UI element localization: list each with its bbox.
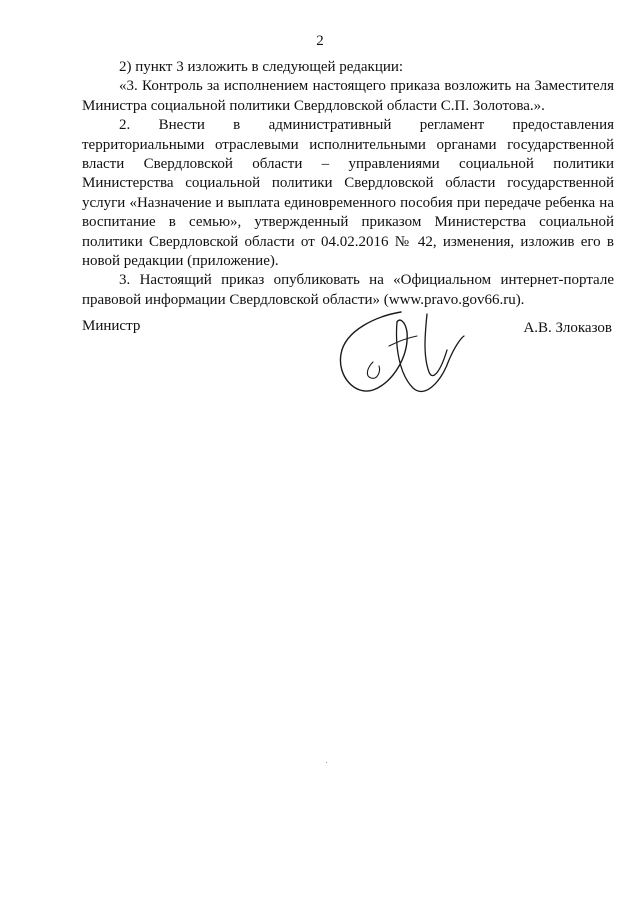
paragraph-amendment-intro: 2) пункт 3 изложить в следующей редакции:: [119, 59, 404, 75]
paragraph-regulation-changes: 2. Внести в административный регламент предоставления территориальными отраслевыми исполнительными органами государственной власти Свердловской области – управлениями социальной политики Министерства социальной политики Свердловской области государственной услуги «Назначение и выплата единовременного пособия при передаче ребенка на воспитание в семью», утвержденный приказом Министерства социальной политики Свердловской области от 04.02.2016 № 42, изменения, изложив его в новой редакции (приложение).: [82, 117, 614, 270]
paragraph-amendment-text: «3. Контроль за исполнением настоящего приказа возложить на Заместителя Министра социальной политики Свердловской области С.П. Золотова.».: [82, 78, 614, 114]
document-body: [82, 58, 614, 310]
signature-block: [82, 310, 614, 420]
page-number: 2: [316, 33, 324, 49]
signer-name: А.В. Злоказов: [523, 320, 612, 336]
paragraph-publication: 3. Настоящий приказ опубликовать на «Официальном интернет-портале правовой информации Свердловской области» (www.pravo.gov66.ru).: [82, 272, 614, 308]
handwritten-signature-icon: [337, 310, 467, 402]
scan-speck: [326, 762, 327, 763]
signer-title: Министр: [82, 318, 141, 334]
